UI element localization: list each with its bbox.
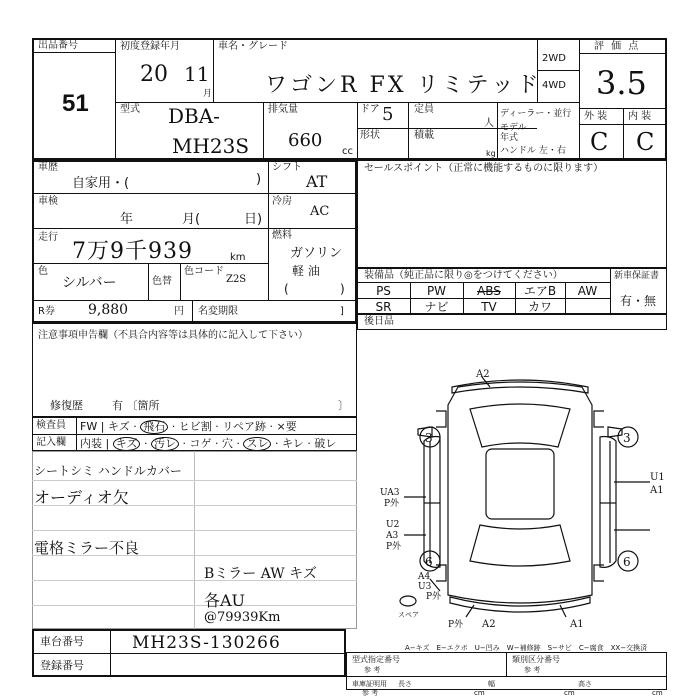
mileage-unit: km	[230, 252, 246, 263]
color-label: 色	[38, 266, 48, 277]
fuel-oil: 軽 油	[292, 264, 320, 278]
mark-p-1: P外	[384, 499, 400, 509]
sales-point-box	[357, 160, 667, 268]
reg-month-unit: 月	[203, 89, 213, 99]
mark-3-left: 3	[425, 431, 433, 445]
shape-label: 形状	[360, 130, 380, 141]
name-change-close: ]	[340, 306, 344, 317]
displacement-value: 660	[288, 130, 323, 151]
equip-tv: TV	[481, 299, 497, 314]
insp-cut: キレ	[281, 437, 304, 450]
sales-point-label: セールスポイント（正常に機能するものに限ります）	[364, 163, 604, 174]
mileage-label: 走行	[38, 232, 58, 243]
equip-abs: ABS	[477, 283, 501, 298]
ac-label: 冷房	[272, 196, 292, 207]
mark-a1-bottom: A1	[570, 619, 584, 630]
memo-line-4: Bミラー AW キズ	[204, 566, 317, 582]
chassis-label: 車台番号	[40, 635, 84, 648]
history-close: )	[256, 172, 262, 187]
model-year-label-1: モデル	[500, 123, 527, 133]
mark-p-3: P外	[426, 592, 442, 602]
insp-tear: 破レ	[314, 437, 337, 450]
chassis-value: MH23S-130266	[132, 633, 281, 653]
mark-spare: スペア	[398, 611, 419, 619]
width-cm: cm	[564, 689, 575, 697]
insp-burn: コゲ	[189, 437, 212, 450]
mark-a2-top: A2	[476, 369, 490, 380]
mark-u1: U1	[650, 472, 665, 483]
equip-leather: カワ	[527, 300, 552, 314]
memo-line-5: 各AU	[204, 591, 246, 610]
car-name: ワゴンR FX リミテッド	[265, 73, 542, 98]
color-change-label: 色替	[152, 276, 172, 287]
model-value-1: DBA-	[168, 104, 220, 128]
header-frame	[32, 38, 667, 160]
lot-label: 出品番号	[38, 40, 78, 51]
shift-label: シフト	[272, 162, 302, 173]
memo-line-3: 電格ミラー不良	[34, 539, 140, 557]
insp-int-scratch: キズ	[113, 437, 141, 451]
inspector-row2-items: 内装 | キズ · 汚レ · コゲ · 穴 · スレ · キレ · 破レ	[80, 437, 337, 450]
equip-pw: PW	[426, 283, 447, 298]
height-label: 高さ	[578, 680, 592, 688]
reg-label: 初度登録年月	[120, 41, 180, 52]
color-code-label: 色コード	[184, 266, 224, 277]
recycle-value: 9,880	[88, 302, 129, 318]
score-label: 評 価 点	[594, 41, 641, 52]
insp-repair: リペア跡	[222, 420, 266, 433]
drive-4wd: 4WD	[542, 80, 566, 91]
handle-label: ハンドル 左・右	[500, 146, 566, 156]
class-label: 類別区分番号	[512, 655, 560, 664]
shift-value: AT	[306, 172, 328, 191]
inspect-day-unit: 日)	[244, 212, 263, 227]
insp-interior: 内装	[80, 437, 102, 450]
class-sub: 参 考	[524, 666, 541, 674]
later-label: 後日品	[364, 316, 394, 327]
mark-p-4: P外	[448, 620, 464, 630]
repair-close: 〕	[338, 399, 349, 412]
name-change-label: 名変期限	[198, 306, 238, 317]
fuel-label: 燃料	[272, 230, 292, 241]
warranty-label: 新車保証書	[614, 271, 660, 281]
load-unit: kg	[486, 149, 496, 158]
mark-6-right: 6	[623, 555, 631, 569]
cert-sub: 参 考	[362, 689, 379, 697]
mark-p-2: P外	[386, 542, 402, 552]
fuel-paren-open: (	[284, 282, 289, 296]
model-year-label-2: 年式	[500, 133, 519, 143]
mark-a2-bottom: A2	[482, 619, 496, 630]
mark-u2: U2	[386, 520, 400, 530]
reg-month: 11	[184, 62, 210, 86]
doors-value: 5	[382, 104, 394, 125]
displacement-unit: cc	[342, 146, 353, 157]
repair-label: 修復歴	[50, 399, 83, 412]
mark-u3: U3	[418, 582, 432, 592]
height-cm: cm	[652, 689, 663, 697]
notes-label: 注意事項申告欄（不具合内容等は具体的に記入して下さい）	[38, 330, 308, 341]
mark-ua3: UA3	[380, 488, 400, 498]
equip-navi: ナビ	[424, 300, 449, 314]
lot-number: 51	[62, 90, 89, 117]
car-damage-diagram	[370, 365, 670, 635]
legend-text: A−キズ E−エクボ U−凹み W−補修跡 S−サビ C−腐食 XX−交換済	[405, 644, 648, 652]
interior-label: 内 装	[628, 111, 652, 122]
dealer-label: ディーラー・並行	[500, 109, 572, 119]
cert-label: 車庫証明用	[352, 680, 387, 688]
doors-label: ドア	[360, 104, 380, 115]
exterior-label: 外 装	[584, 111, 608, 122]
insp-need: ×要	[276, 420, 297, 433]
insp-scratch: キズ	[107, 420, 130, 433]
drive-2wd: 2WD	[542, 53, 566, 64]
memo-line-1: シートシミ ハンドルカバー	[34, 464, 182, 478]
interior-score: C	[636, 128, 655, 156]
history-label: 車歴	[38, 162, 58, 173]
mark-a3: A3	[386, 531, 399, 541]
inspector-row2-label: 記入欄	[36, 437, 66, 448]
equip-sr: SR	[375, 299, 392, 314]
car-label: 車名・グレード	[218, 41, 288, 52]
inspector-row1-label: 検査員	[36, 420, 66, 431]
memo-line-2: オーディオ欠	[34, 488, 129, 507]
recycle-yen: 円	[174, 306, 184, 317]
repair-value: 有 〔箇所	[112, 399, 160, 412]
score-value: 3.5	[596, 64, 647, 102]
mileage-value: 7万9千939	[72, 239, 193, 264]
type-label: 型式指定番号	[352, 655, 400, 664]
history-value: 自家用・(	[72, 176, 130, 191]
type-sub: 参 考	[364, 666, 381, 674]
recycle-label: R券	[38, 306, 55, 317]
exterior-score: C	[590, 128, 609, 156]
load-label: 積載	[414, 130, 434, 141]
insp-fw: FW	[80, 420, 98, 433]
equipment-label: 装備品（純正品に限り◎をつけてください）	[364, 270, 563, 281]
mark-6-left: 6	[425, 555, 433, 569]
length-label: 長さ	[398, 680, 412, 688]
later-box	[357, 314, 667, 330]
model-value-2: MH23S	[172, 134, 250, 158]
equip-aw: AW	[577, 283, 598, 298]
reg-year: 20	[140, 62, 168, 87]
reg-number-label: 登録番号	[40, 659, 84, 672]
inspect-label: 車検	[38, 196, 58, 207]
fuel-paren-close: )	[340, 282, 345, 296]
displacement-label: 排気量	[268, 104, 298, 115]
mark-a4: A4	[418, 572, 431, 582]
inspect-month-unit: 月(	[182, 212, 201, 227]
equip-ps: PS	[376, 283, 391, 298]
width-label: 幅	[488, 680, 495, 688]
insp-stone: 飛石	[140, 420, 168, 434]
ac-value: AC	[310, 204, 330, 219]
capacity-label: 定員	[414, 104, 434, 115]
warranty-value: 有・無	[620, 294, 657, 308]
equip-airbag: エアB	[523, 284, 557, 298]
inspector-row1-items: FW | キズ · 飛石 · ヒビ割 · リペア跡 · ×要	[80, 420, 297, 433]
insp-dirt: 汚レ	[151, 437, 179, 451]
capacity-unit: 人	[484, 118, 494, 129]
mark-a1-right: A1	[650, 485, 664, 496]
insp-crack: ヒビ割	[178, 420, 212, 433]
inspect-year-unit: 年	[120, 212, 134, 227]
color-value: シルバー	[62, 275, 117, 291]
model-label: 型式	[120, 104, 140, 115]
mark-3-right: 3	[623, 431, 631, 445]
insp-hole: 穴	[221, 437, 233, 450]
memo-line-6: @79939Km	[204, 610, 281, 625]
fuel-gas: ガソリン	[290, 246, 343, 261]
insp-wear: スレ	[243, 437, 271, 451]
length-cm: cm	[474, 689, 485, 697]
color-code-value: Z2S	[226, 274, 247, 285]
